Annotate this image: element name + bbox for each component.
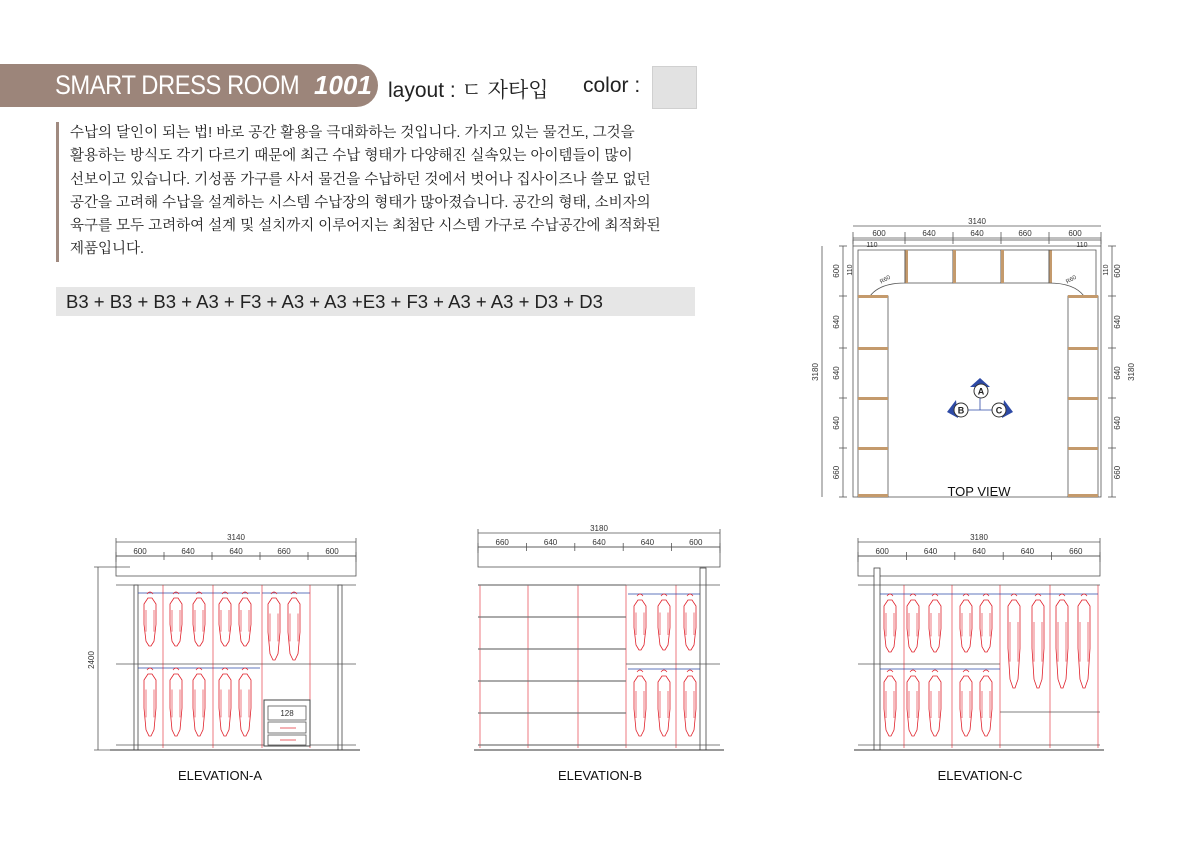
top-view-dim-total-label: 3140 [968, 217, 986, 226]
elev-a-drawer-unit [264, 700, 310, 746]
elev-b-garment-hanger [661, 670, 667, 672]
elev-b-ceiling [478, 547, 720, 567]
elev-c-side-post [874, 568, 880, 750]
top-view-depth-label: 3180 [1127, 363, 1136, 381]
top-view-corner-unit [858, 250, 905, 296]
top-view-left-seg-label: 660 [832, 465, 841, 480]
elevation-b-caption: ELEVATION-B [557, 768, 643, 783]
top-view-right-seg-label: 660 [1113, 465, 1122, 480]
top-view-right-cabinet [1068, 448, 1098, 497]
elev-c-garment-hanger [932, 670, 938, 672]
top-view-top-cabinet [953, 250, 1001, 283]
elev-a-height-label: 2400 [87, 651, 96, 669]
elev-a-dim-seg-label: 600 [325, 547, 339, 556]
top-view-depth-label: 3180 [811, 363, 820, 381]
elev-a-dim-seg-label: 640 [181, 547, 195, 556]
top-view-right-cabinet [1068, 398, 1098, 448]
top-view-right-cabinet [1068, 296, 1098, 348]
top-view-panel [1068, 347, 1098, 350]
top-view-panel [1001, 250, 1004, 283]
top-view-panel [858, 447, 888, 450]
elev-c-ceiling [858, 556, 1100, 576]
top-view-panel [858, 347, 888, 350]
top-view-panel [1068, 397, 1098, 400]
top-view-right-seg-label: 640 [1113, 366, 1122, 380]
top-view-dim-seg-label: 640 [922, 229, 936, 238]
top-view-left-seg-label: 600 [832, 264, 841, 278]
top-view-corner-label: 110 [847, 264, 854, 276]
elevation-c-caption: ELEVATION-C [937, 768, 1023, 783]
color-label: color : [583, 74, 641, 97]
top-view-left-cabinet [858, 296, 888, 348]
elev-c-garment-hanger [910, 670, 916, 672]
elev-c-garment-hanger [983, 670, 989, 672]
top-view-right-seg-label: 600 [1113, 264, 1122, 278]
elev-a-post [338, 585, 342, 750]
elev-c-dim-seg-label: 640 [1020, 547, 1035, 556]
top-view-corner-label: 110 [1076, 242, 1088, 249]
elev-c-dim-seg-label: 640 [923, 547, 938, 556]
elev-a-dim-seg-label: 660 [277, 547, 291, 556]
elev-c-garment-hanger [887, 670, 893, 672]
elev-b-side-post [700, 568, 706, 750]
description-text: 수납의 달인이 되는 법! 바로 공간 활용을 극대화하는 것입니다. 가지고 있는 물건도, 그것을 활용하는 방식도 각기 다르기 때문에 최근 수납 형태가 다양해진 실속있는 아이템들이 많이 선보이고 있습니다. 기성품 가구를 사서 물건을 수납하던 것에서 벗어나 집사이즈나 쓸모 없던 공간을 고려해 수납을 설계하는 시스템 수납장의 형태가 많아졌습니다. 공간의 형태, 소비자의 육구를 모두 고려하여 설계 및 설치까지 이루어지는 최첨단 시스템 가구로 수납공간에 최적화된 제품입니다. [56, 122, 710, 262]
layout-label: layout : ㄷ 자타입 [388, 79, 549, 102]
top-view-dim-seg-label: 600 [1068, 229, 1082, 238]
top-view-dim-seg-label: 640 [970, 229, 984, 238]
elev-c-dim-seg-label: 600 [875, 547, 889, 556]
elev-b-dim-seg-label: 640 [592, 538, 606, 547]
top-view-top-cabinet [1001, 250, 1049, 283]
top-view-left-cabinet [858, 448, 888, 497]
marker-c-label: C [995, 405, 1003, 416]
elev-b-dim-total-label: 3180 [590, 524, 608, 533]
elev-b-garment-hanger [687, 670, 693, 672]
top-view-left-cabinet [858, 398, 888, 448]
top-view-top-cabinet [905, 250, 953, 283]
top-view-panel [1049, 250, 1052, 283]
elev-c-dim-seg-label: 640 [972, 547, 986, 556]
top-view-panel [1068, 295, 1098, 298]
top-view-left-seg-label: 640 [832, 315, 841, 329]
top-view-panel [905, 250, 908, 283]
elev-a-drawer-label: 128 [280, 709, 294, 718]
top-view-panel [1068, 494, 1098, 497]
top-view-right-seg-label: 640 [1113, 315, 1122, 329]
elev-c-dim-total-label: 3180 [970, 533, 988, 542]
top-view-left-seg-label: 640 [832, 366, 841, 380]
elev-b-garment-hanger [637, 670, 643, 672]
elev-b-dim-seg-label: 640 [543, 538, 558, 547]
elev-a-dim-seg-label: 600 [133, 547, 147, 556]
top-view-panel [858, 494, 888, 497]
top-view-radius-label: R60 [1065, 274, 1078, 286]
top-view-panel [953, 250, 956, 283]
elev-b-dim-seg-label: 660 [495, 538, 509, 547]
elev-a-dim-total-label: 3140 [227, 533, 245, 542]
elev-c-dim-seg-label: 660 [1069, 547, 1083, 556]
elevation-a-caption: ELEVATION-A [177, 768, 263, 783]
marker-b-label: B [957, 405, 965, 416]
top-view-corner-unit [1049, 250, 1096, 296]
top-view-right-seg-label: 640 [1113, 416, 1122, 430]
series-name: SMART DRESS ROOM [55, 70, 300, 100]
top-view-left-seg-label: 640 [832, 416, 841, 430]
top-view-corner-label: 110 [1103, 264, 1110, 276]
elev-b-dim-seg-label: 640 [640, 538, 655, 547]
top-view-radius-label: R60 [879, 274, 892, 286]
elev-b-dim-seg-label: 600 [689, 538, 703, 547]
elev-c-garment-hanger [963, 670, 969, 672]
top-view-left-cabinet [858, 348, 888, 398]
module-formula: B3 + B3 + B3 + A3 + F3 + A3 + A3 +E3 + F3 + A3 + A3 + D3 + D3 [56, 287, 695, 316]
top-view-panel [858, 295, 888, 298]
elev-a-post [134, 585, 138, 750]
top-view-caption: TOP VIEW [947, 484, 1011, 499]
elev-a-dim-seg-label: 640 [229, 547, 243, 556]
top-view-panel [1068, 447, 1098, 450]
marker-a-label: A [977, 386, 985, 397]
top-view-panel [858, 397, 888, 400]
top-view-right-cabinet [1068, 348, 1098, 398]
elev-a-ceiling [116, 556, 356, 576]
top-view-dim-seg-label: 660 [1018, 229, 1032, 238]
top-view-corner-label: 110 [866, 242, 878, 249]
model-number: 1001 [314, 70, 372, 100]
top-view-dim-seg-label: 600 [872, 229, 886, 238]
